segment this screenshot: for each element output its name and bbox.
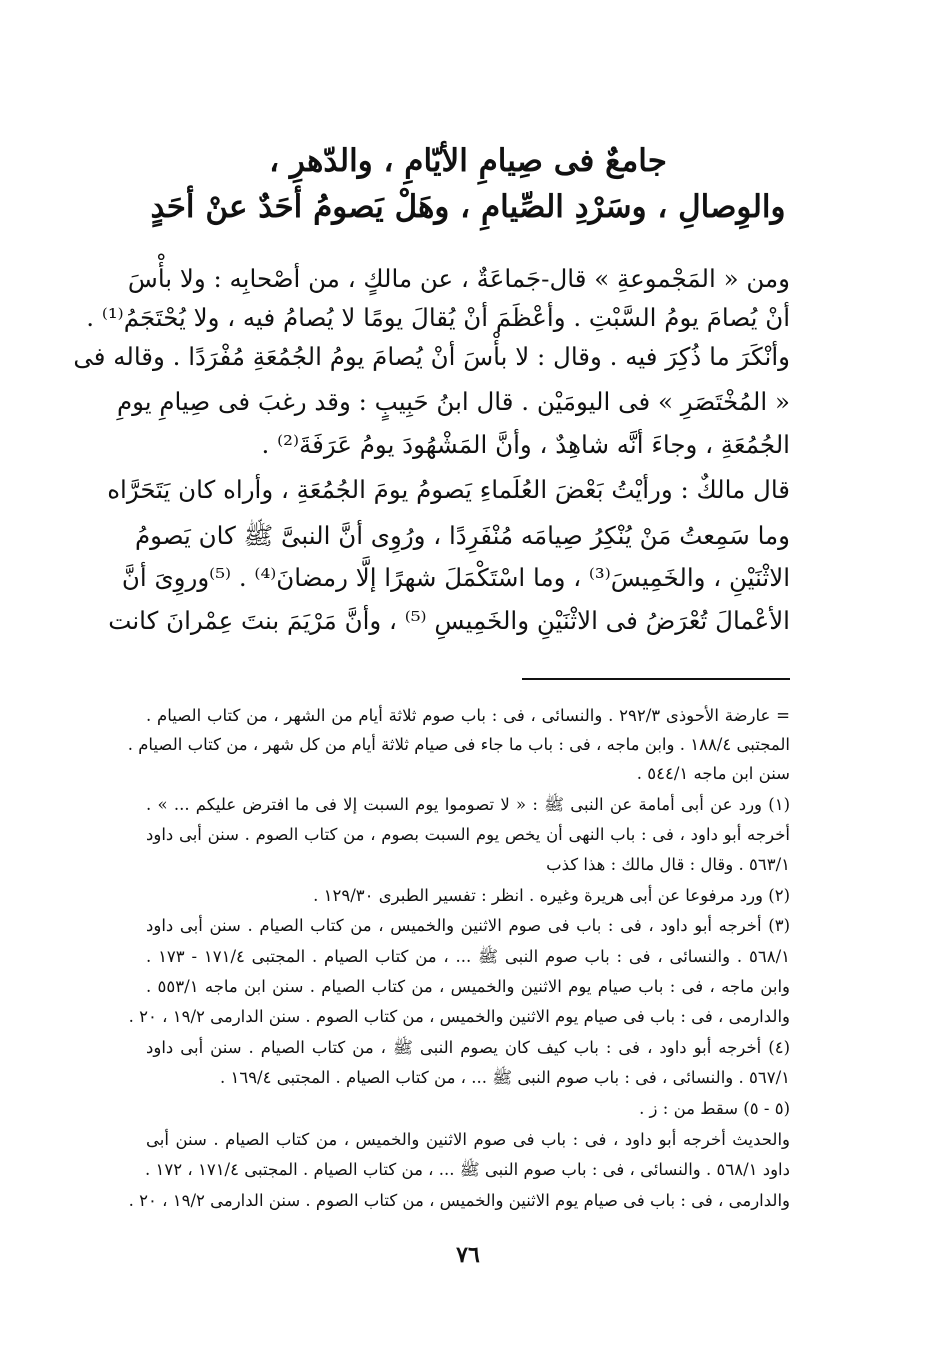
- body-line: ومن « المَجْموعةِ » قال-جَماعَةٌ ، عن مالكٍ ، من أصْحابِه : ولا بأْسَ: [127, 264, 790, 293]
- footnote-line: أخرجه أبو داود ، فى : باب النهى أن يخص يوم السبت بصوم ، من كتاب الصوم . سنن أبى داود: [146, 825, 790, 844]
- footnote-line: (٣) أخرجه أبو داود ، فى : باب فى صوم الاثنين والخميس ، من كتاب الصيام . سنن أبى داود: [146, 916, 790, 935]
- footnote-line: وابن ماجه ، فى : باب صيام يوم الاثنين والخميس ، من كتاب الصيام . سنن ابن ماجه ٥٥٣/١ .: [146, 977, 790, 996]
- body-line: وما سَمِعتُ مَنْ يُنْكِرُ صِيامَه مُنْفَرِدًا ، ورُوِى أنَّ النبىَّ ﷺ كان يَصومُ: [134, 521, 790, 550]
- footnote-line: ٥٦٣/١ . وقال : قال مالك : هذا كذب: [546, 855, 790, 874]
- body-line: الاثْنَيْنِ ، والخَمِيسَ⁽³⁾ ، وما اسْتَكْمَلَ شهرًا إلَّا رمضانَ⁽⁴⁾ . ⁽⁵⁾وروِىَ أنَّ: [121, 563, 790, 592]
- footnote-line: (١) ورد عن أبى أمامة عن النبى ﷺ : « لا تصوموا يوم السبت إلا فى ما افترض عليكم ... » .: [146, 795, 790, 814]
- body-line: الأعْمالَ تُعْرَضُ فى الاثْنَيْنِ والخَمِيسِ ⁽⁵⁾ ، وأنَّ مَرْيَمَ بنتَ عِمْرانَ كانت: [108, 606, 790, 635]
- footnote-separator: [522, 678, 790, 680]
- footnote-line: داود ٥٦٨/١ . والنسائى ، فى : باب صوم النبى ﷺ ... ، من كتاب الصيام . المجتبى ١٧١/٤ ، ١٧٢ .: [145, 1160, 790, 1179]
- body-line: « المُخْتَصَرِ » فى اليومَيْن . قال ابنُ حَبِيبٍ : وقد رغبَ فى صِيامِ يومِ: [116, 387, 790, 416]
- footnote-line: المجتبى ١٨٨/٤ . وابن ماجه ، فى : باب ما جاء فى صيام ثلاثة أيام من كل شهر ، من كتاب الصيام .: [127, 735, 790, 754]
- footnote-line: والدارمى ، فى : باب فى صيام يوم الاثنين والخميس ، من كتاب الصوم . سنن الدارمى ١٩/٢ ، ٢٠ .: [128, 1191, 790, 1210]
- body-line: قال مالكٌ : ورأيْتُ بَعْضَ العُلَماءِ يَصومُ يومَ الجُمُعَةِ ، وأراه كان يَتَحَرَّاه: [107, 475, 790, 504]
- page-number: ٧٦: [456, 1242, 480, 1268]
- body-line: وأنْكَرَ ما ذُكِرَ فيه . وقال : لا بأْسَ أنْ يُصامَ يومُ الجُمُعَةِ مُفْرَدًا . وقاله فى: [73, 342, 790, 371]
- footnote-line: = عارضة الأحوذى ٢٩٢/٣ . والنسائى ، فى : باب صوم ثلاثة أيام من الشهر ، من كتاب الصيام .: [146, 706, 790, 725]
- footnote-line: ٥٦٧/١ . والنسائى ، فى : باب صوم النبى ﷺ ... ، من كتاب الصيام . المجتبى ١٦٩/٤ .: [219, 1068, 790, 1087]
- footnote-line: (٢) ورد مرفوعا عن أبى هريرة وغيره . انظر : تفسير الطبرى ١٢٩/٣٠ .: [313, 886, 790, 905]
- footnote-line: (٥ - ٥) سقط من : ز .: [639, 1099, 790, 1118]
- body-line: الجُمُعَةِ ، وجاءَ أنَّه شاهِدٌ ، وأنَّ المَشْهُودَ يومُ عَرَفَةَ⁽²⁾ .: [261, 430, 790, 459]
- body-line: أنْ يُصامَ يومُ السَّبْتِ . وأعْظَمَ أنْ يُقالَ يومًا لا يُصامُ فيه ، ولا يُحْتَجَمُ⁽¹⁾ .: [86, 303, 790, 332]
- footnote-line: (٤) أخرجه أبو داود ، فى : باب كيف كان يصوم النبى ﷺ ، من كتاب الصيام . سنن أبى داود: [146, 1038, 790, 1057]
- footnote-line: والحديث أخرجه أبو داود ، فى : باب فى صوم الاثنين والخميس ، من كتاب الصيام . سنن أبى: [146, 1130, 790, 1149]
- footnote-line: سنن ابن ماجه ٥٤٤/١ .: [636, 764, 790, 783]
- chapter-title-line-2: والوِصالِ ، وسَرْدِ الصِّيامِ ، وهَلْ يَصومُ أحَدٌ عنْ أحَدٍ: [150, 189, 786, 225]
- footnote-line: والدارمى ، فى : باب فى صيام يوم الاثنين والخميس ، من كتاب الصوم . سنن الدارمى ١٩/٢ ، ٢٠ .: [128, 1007, 790, 1026]
- chapter-title-line-1: جامعٌ فى صِيامِ الأيّامِ ، والدّهرِ ،: [269, 143, 667, 179]
- footnote-line: ٥٦٨/١ . والنسائى ، فى : باب صوم النبى ﷺ ... ، من كتاب الصيام . المجتبى ١٧١/٤ - ١٧٣ .: [146, 947, 790, 966]
